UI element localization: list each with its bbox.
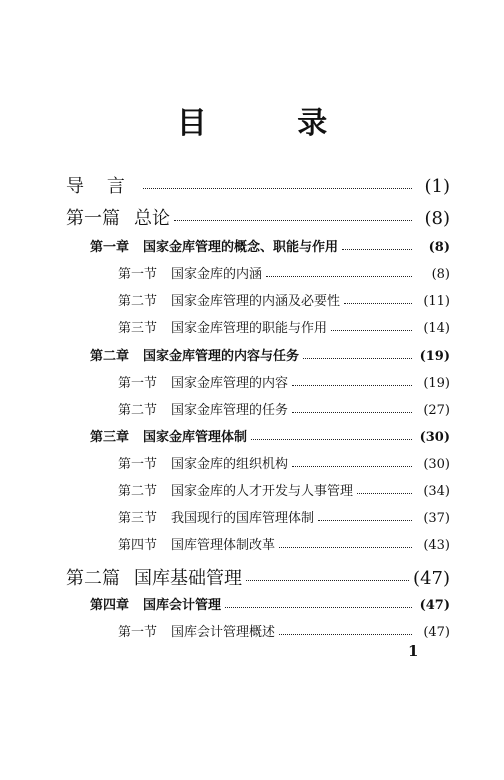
toc-entry-title: 国库基础管理 bbox=[134, 568, 242, 589]
toc-entry-title: 国家金库的人才开发与人事管理 bbox=[171, 484, 354, 499]
toc-entry-title: 国家金库管理的内涵及必要性 bbox=[171, 294, 341, 309]
toc-entry bbox=[90, 236, 450, 255]
toc-entry bbox=[66, 564, 450, 590]
toc-entry-page: (8) bbox=[424, 208, 450, 229]
toc-entry-number: 第三节 bbox=[118, 321, 158, 336]
toc-entry bbox=[90, 426, 450, 445]
dot-leader bbox=[143, 187, 412, 189]
toc-entry bbox=[66, 172, 450, 198]
dot-leader bbox=[174, 219, 412, 221]
toc-entry-number: 第二篇 bbox=[66, 568, 120, 589]
toc-entry bbox=[118, 507, 450, 526]
toc-entry-title: 国库管理体制改革 bbox=[171, 538, 276, 553]
toc-entry-page: (47) bbox=[413, 568, 450, 589]
dot-leader bbox=[292, 411, 412, 413]
toc-entry bbox=[118, 263, 450, 282]
toc-entry-title: 国家金库管理的任务 bbox=[171, 403, 289, 418]
toc-entry-title: 国库会计管理概述 bbox=[171, 625, 276, 640]
toc-entry-title: 我国现行的国库管理体制 bbox=[171, 511, 315, 526]
toc-entry-number: 导 言 bbox=[66, 176, 125, 197]
dot-leader bbox=[318, 519, 412, 521]
toc-entry bbox=[118, 621, 450, 640]
toc-entry bbox=[118, 317, 450, 336]
toc-entry-page: (8) bbox=[431, 267, 450, 282]
toc-entry-number: 第二节 bbox=[118, 403, 158, 418]
toc-entry-number: 第一节 bbox=[118, 457, 158, 472]
toc-entry bbox=[118, 534, 450, 553]
dot-leader bbox=[279, 633, 412, 635]
dot-leader bbox=[246, 579, 409, 581]
toc-entry-number: 第三节 bbox=[118, 511, 158, 526]
toc-entry-title: 国家金库管理的内容与任务 bbox=[143, 349, 300, 364]
dot-leader bbox=[292, 384, 412, 386]
dot-leader bbox=[266, 275, 412, 277]
toc-entry bbox=[90, 345, 450, 364]
toc-entry-page: (47) bbox=[423, 625, 450, 640]
toc-entry bbox=[90, 594, 450, 613]
toc-entry-number: 第一节 bbox=[118, 376, 158, 391]
toc-entry-page: (43) bbox=[423, 538, 450, 553]
toc-entry-number: 第二节 bbox=[118, 484, 158, 499]
dot-leader bbox=[225, 606, 412, 608]
dot-leader bbox=[292, 465, 412, 467]
toc-entry-page: (19) bbox=[419, 349, 450, 364]
dot-leader bbox=[279, 546, 412, 548]
toc-entry-page: (19) bbox=[423, 376, 450, 391]
toc-entry-page: (11) bbox=[423, 294, 450, 309]
toc-entry-page: (34) bbox=[423, 484, 450, 499]
dot-leader bbox=[251, 438, 412, 440]
toc-entry-number: 第四章 bbox=[90, 598, 130, 613]
toc-entry-title: 国家金库的内涵 bbox=[171, 267, 263, 282]
toc-entry-page: (1) bbox=[424, 176, 450, 197]
toc-entry-page: (30) bbox=[423, 457, 450, 472]
toc-entry-number: 第二节 bbox=[118, 294, 158, 309]
toc-entry-number: 第三章 bbox=[90, 430, 130, 445]
toc-entry bbox=[118, 399, 450, 418]
toc-entry-title: 国家金库管理体制 bbox=[143, 430, 248, 445]
toc-entry bbox=[118, 480, 450, 499]
page-title: 目 录 bbox=[176, 106, 368, 141]
page-number: 1 bbox=[408, 642, 419, 660]
toc-entry-number: 第一章 bbox=[90, 240, 130, 255]
toc-entry-title: 总论 bbox=[134, 208, 170, 229]
toc-entry-page: (8) bbox=[428, 240, 450, 255]
toc-entry-title: 国库会计管理 bbox=[143, 598, 222, 613]
toc-entry bbox=[118, 372, 450, 391]
dot-leader bbox=[357, 492, 412, 494]
toc-entry-title: 国家金库的组织机构 bbox=[171, 457, 289, 472]
toc-entry-page: (27) bbox=[423, 403, 450, 418]
toc-entry-number: 第四节 bbox=[118, 538, 158, 553]
dot-leader bbox=[344, 302, 412, 304]
toc-entry-number: 第一节 bbox=[118, 625, 158, 640]
toc-entry-number: 第二章 bbox=[90, 349, 130, 364]
toc-entry-title: 国家金库管理的概念、职能与作用 bbox=[143, 240, 339, 255]
toc-entry-title: 国家金库管理的职能与作用 bbox=[171, 321, 328, 336]
toc-entry-page: (47) bbox=[419, 598, 450, 613]
dot-leader bbox=[331, 329, 412, 331]
toc-entry-page: (30) bbox=[419, 430, 450, 445]
dot-leader bbox=[303, 357, 412, 359]
dot-leader bbox=[342, 248, 412, 250]
toc-entry bbox=[118, 290, 450, 309]
toc-entry-page: (14) bbox=[423, 321, 450, 336]
toc-entry-page: (37) bbox=[423, 511, 450, 526]
toc-entry bbox=[118, 453, 450, 472]
toc-entry-title: 国家金库管理的内容 bbox=[171, 376, 289, 391]
toc-entry-number: 第一节 bbox=[118, 267, 158, 282]
toc-entry bbox=[66, 204, 450, 230]
toc-entry-number: 第一篇 bbox=[66, 208, 120, 229]
